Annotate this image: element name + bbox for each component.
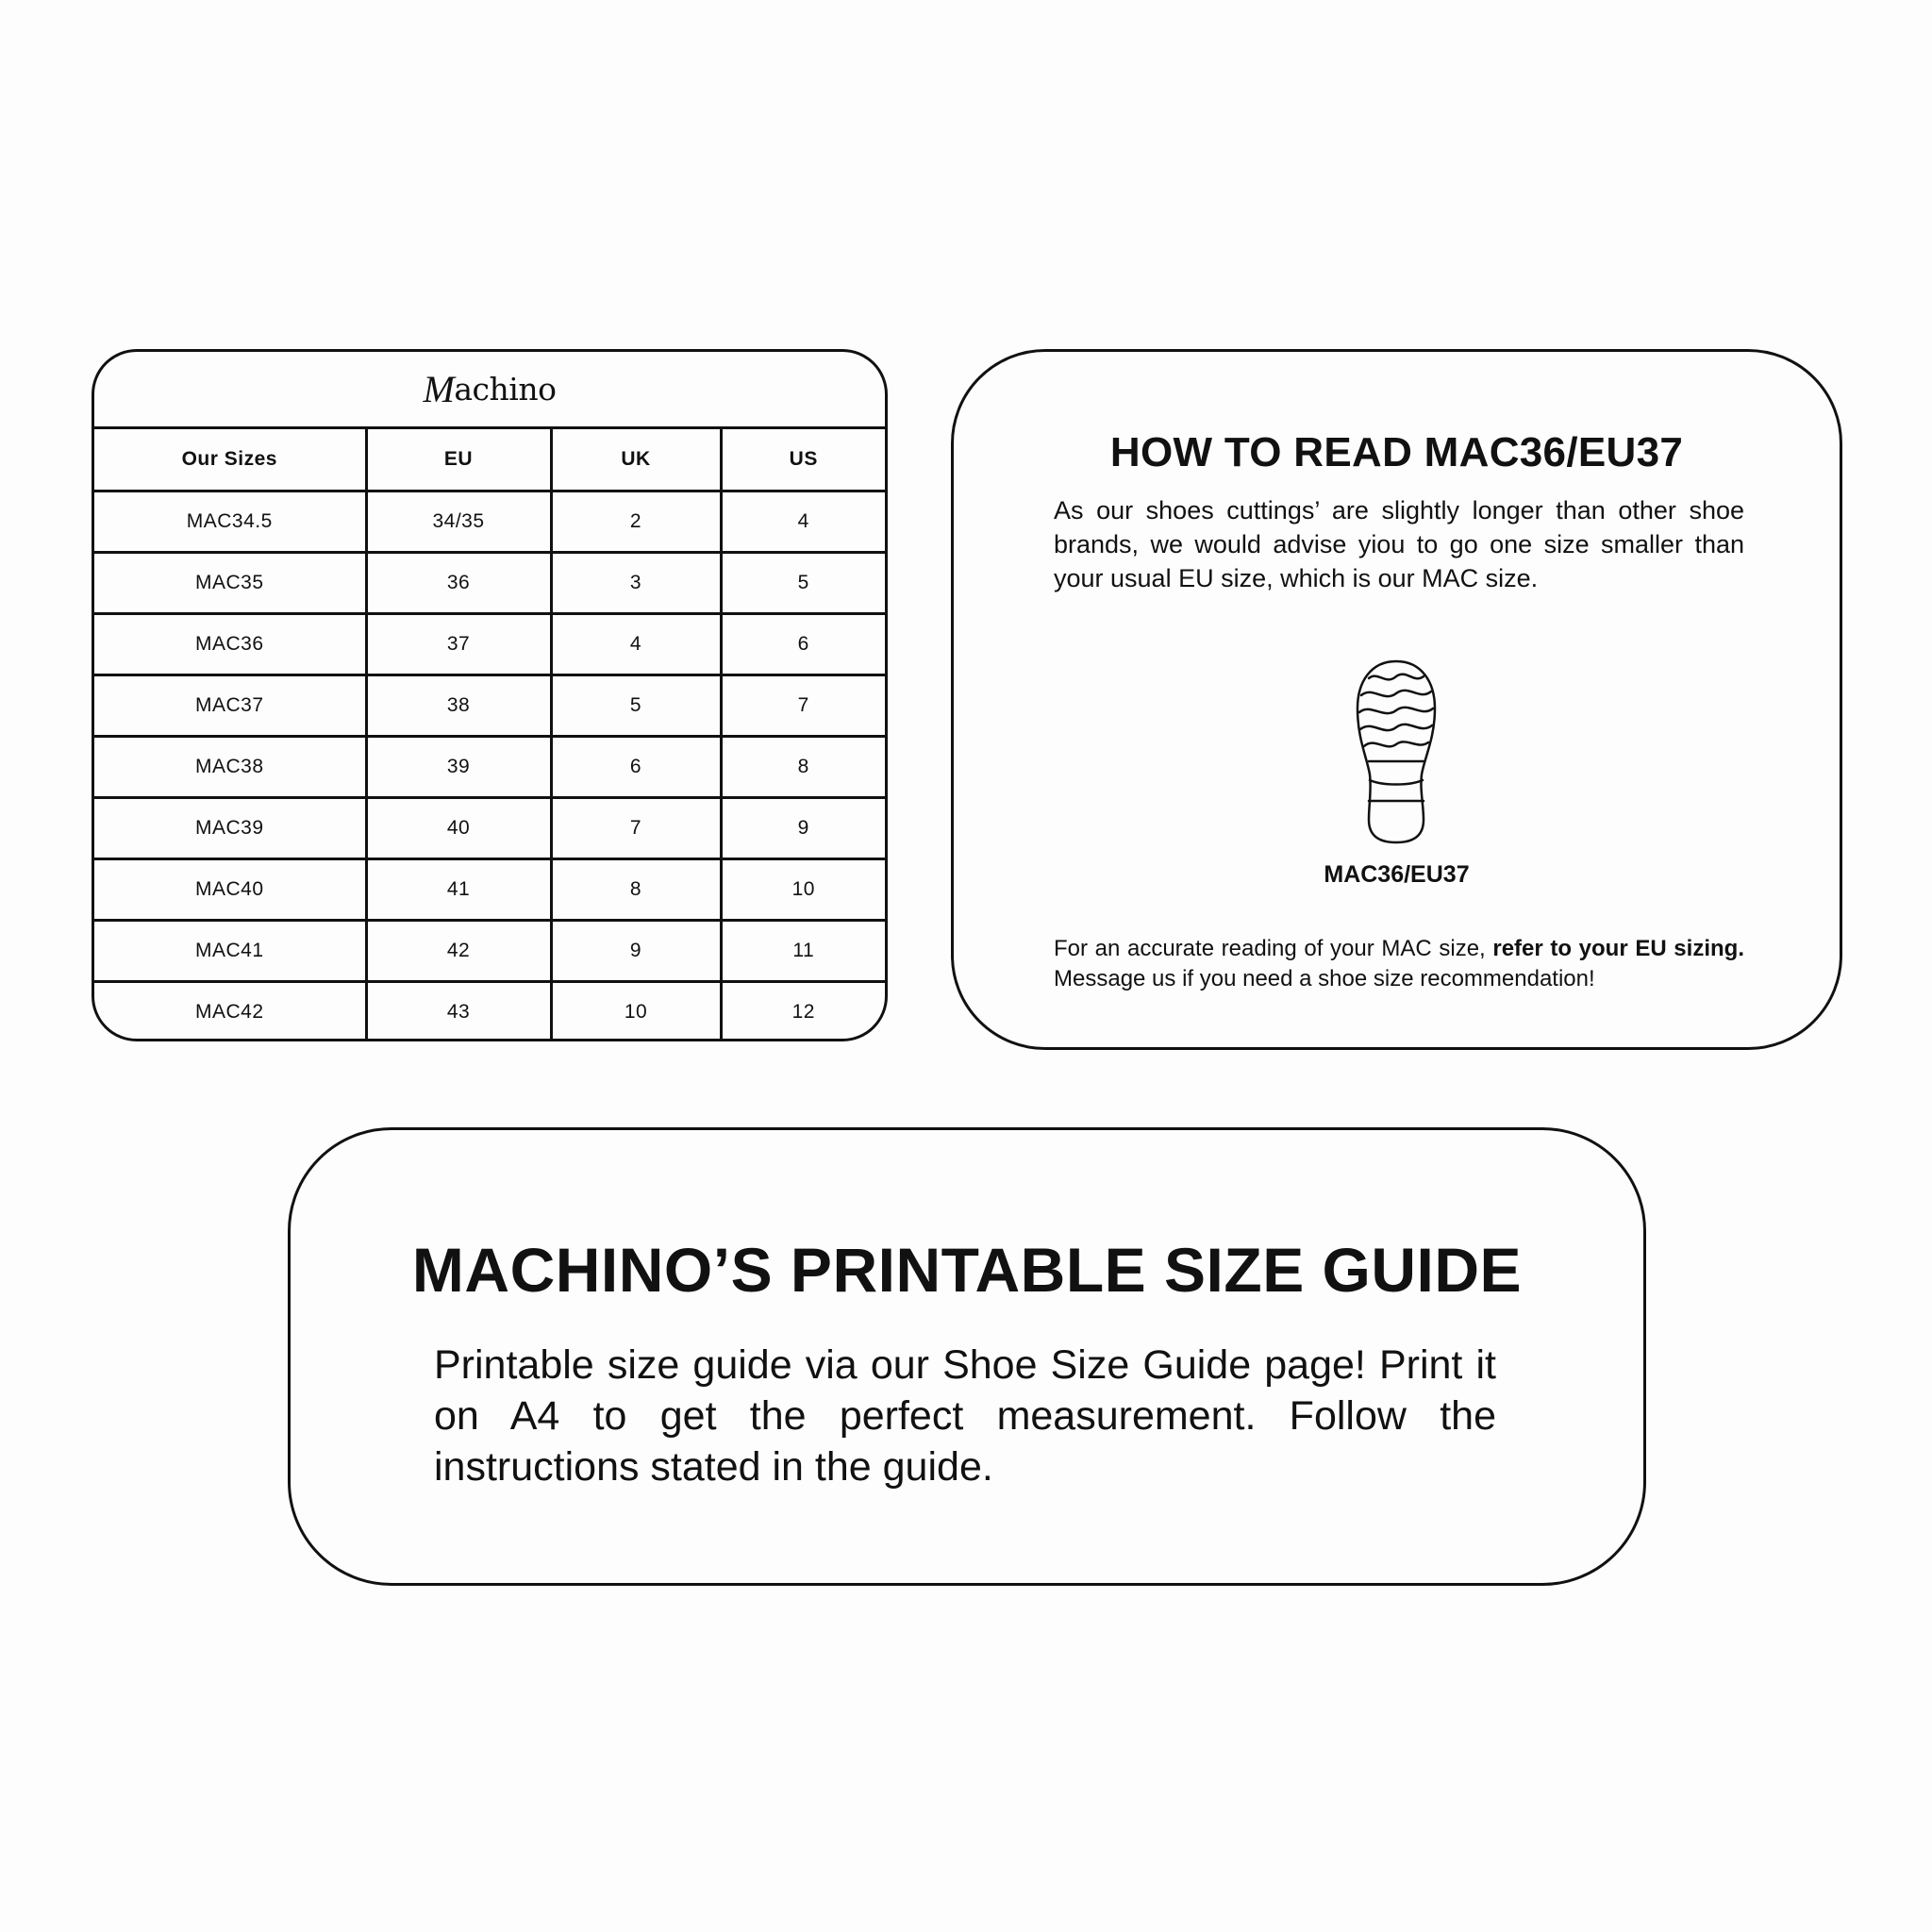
logo-text: achino (454, 371, 557, 408)
cell-us-size: 8 (721, 736, 885, 797)
table-row (94, 981, 885, 1041)
cell-uk-size: 6 (551, 736, 721, 797)
table-row (94, 858, 885, 920)
cell-uk-size: 10 (551, 981, 721, 1041)
cell-eu-size: 41 (366, 858, 551, 920)
cell-eu-size: 40 (366, 797, 551, 858)
cell-us-size: 4 (721, 491, 885, 552)
cell-mac-size: MAC35 (94, 552, 366, 613)
printable-guide-title: MACHINO’S PRINTABLE SIZE GUIDE (411, 1235, 1523, 1305)
shoe-sole-icon (1344, 658, 1448, 846)
cell-us-size: 5 (721, 552, 885, 613)
size-table (94, 429, 885, 1041)
cell-uk-size: 5 (551, 675, 721, 736)
shoe-caption: MAC36/EU37 (1324, 861, 1470, 888)
cell-uk-size: 7 (551, 797, 721, 858)
cell-mac-size: MAC38 (94, 736, 366, 797)
column-header-uk: UK (551, 429, 721, 491)
cell-us-size: 6 (721, 613, 885, 675)
how-to-read-title: HOW TO READ MAC36/EU37 (1109, 429, 1684, 475)
cell-us-size: 9 (721, 797, 885, 858)
cell-uk-size: 2 (551, 491, 721, 552)
sizing-note-prefix: For an accurate reading of your MAC size, (1054, 936, 1493, 961)
how-to-read-body: As our shoes cuttings’ are slightly longer than other shoe brands, we would advise yiou to go one size smaller than your usual EU size, which is our MAC size. (1054, 496, 1744, 592)
table-row (94, 491, 885, 552)
cell-eu-size: 38 (366, 675, 551, 736)
cell-mac-size: MAC40 (94, 858, 366, 920)
cell-eu-size: 34/35 (366, 491, 551, 552)
sizing-note-suffix: Message us if you need a shoe size recommendation! (1054, 966, 1595, 991)
cell-mac-size: MAC42 (94, 981, 366, 1041)
how-to-read-card (951, 349, 1842, 1050)
cell-mac-size: MAC34.5 (94, 491, 366, 552)
column-header-eu: EU (366, 429, 551, 491)
cell-mac-size: MAC39 (94, 797, 366, 858)
cell-eu-size: 36 (366, 552, 551, 613)
cell-us-size: 10 (721, 858, 885, 920)
cell-eu-size: 39 (366, 736, 551, 797)
cell-mac-size: MAC41 (94, 920, 366, 981)
cell-us-size: 12 (791, 1001, 815, 1024)
size-chart-card (92, 349, 888, 1041)
table-row (94, 920, 885, 981)
cell-uk-size: 4 (551, 613, 721, 675)
cell-uk-size: 8 (551, 858, 721, 920)
cell-mac-size: MAC36 (94, 613, 366, 675)
table-row (94, 613, 885, 675)
table-row (94, 552, 885, 613)
sizing-note (1054, 934, 1744, 994)
cell-eu-size: 42 (366, 920, 551, 981)
cell-eu-size: 37 (366, 613, 551, 675)
sizing-note-emphasis: refer to your EU sizing. (1492, 936, 1744, 961)
logo-initial: M (423, 368, 455, 410)
table-row (94, 675, 885, 736)
cell-uk-size: 9 (551, 920, 721, 981)
machino-logo (94, 352, 885, 429)
printable-guide-card (288, 1127, 1646, 1586)
size-table-header (94, 429, 885, 491)
cell-us-size: 11 (721, 920, 885, 981)
cell-eu-size: 43 (366, 981, 551, 1041)
table-row (94, 797, 885, 858)
cell-uk-size: 3 (551, 552, 721, 613)
table-row (94, 736, 885, 797)
cell-us-size: 7 (721, 675, 885, 736)
cell-mac-size: MAC37 (94, 675, 366, 736)
column-header-us: US (721, 429, 885, 491)
column-header-our-sizes: Our Sizes (94, 429, 366, 491)
printable-guide-body: Printable size guide via our Shoe Size Guide page! Print it on A4 to get the perfect measurement. Follow the instructions stated in the guide. (434, 1342, 1496, 1490)
